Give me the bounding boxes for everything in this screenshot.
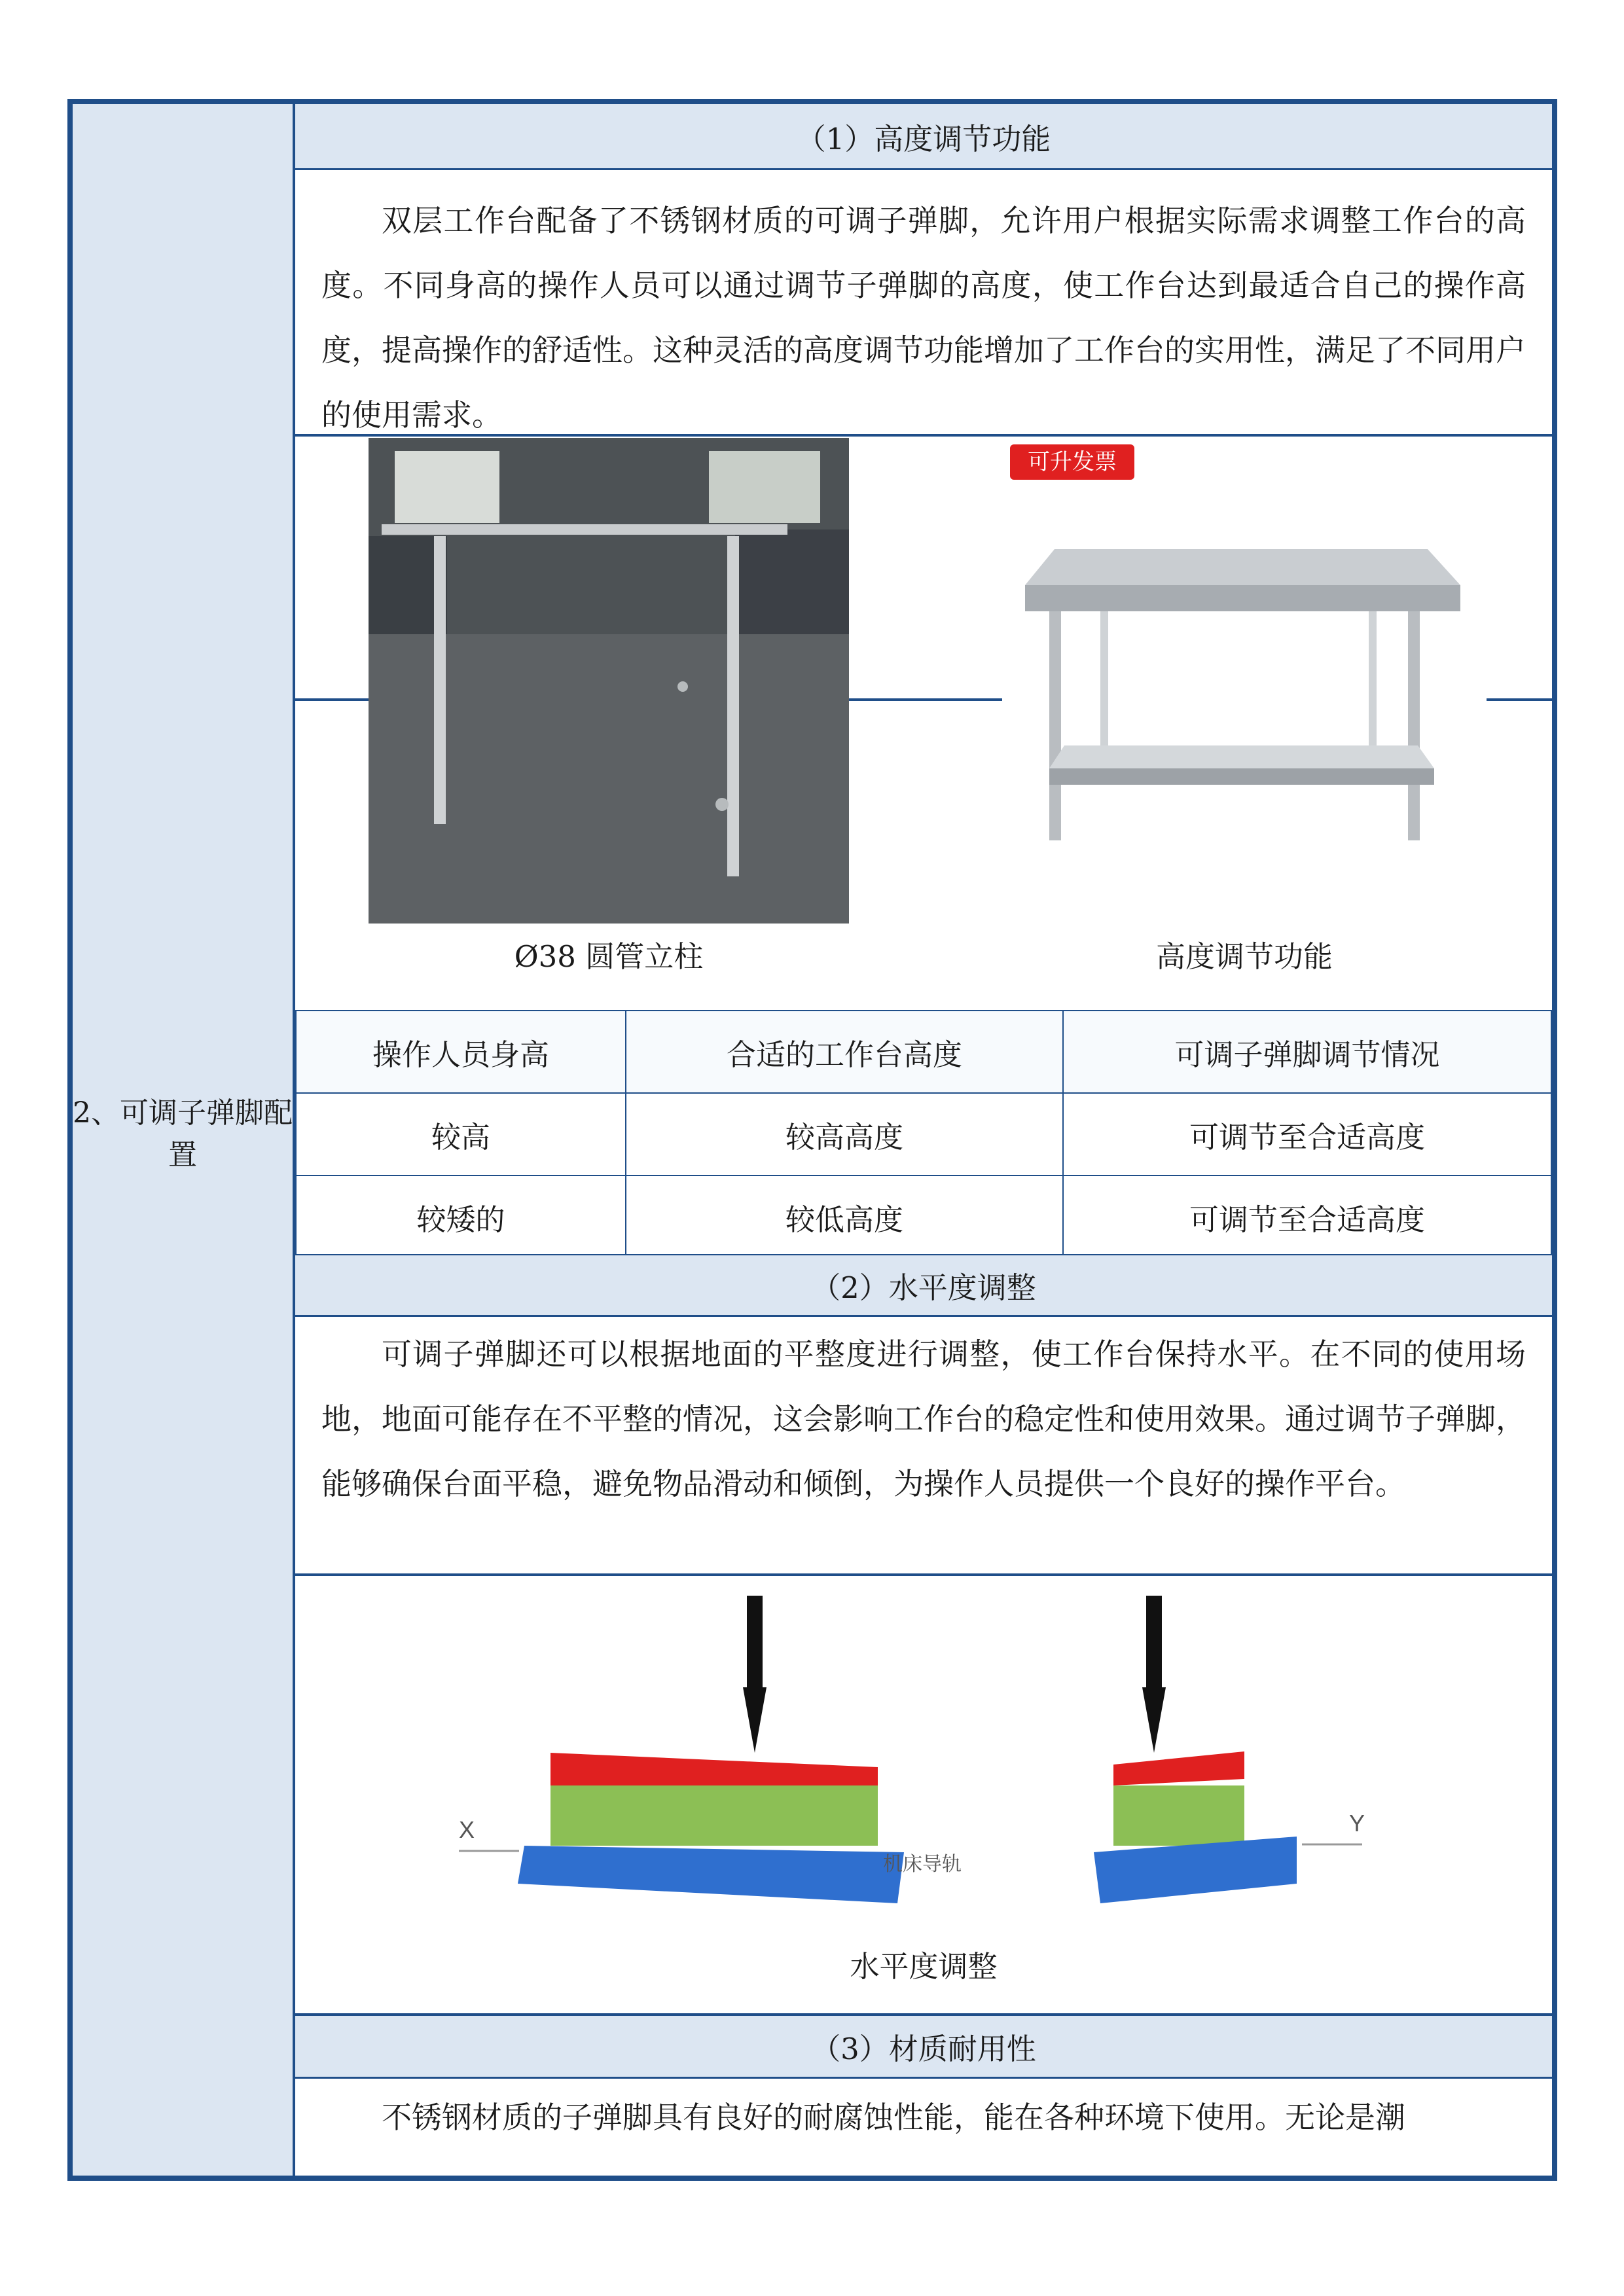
caption-pillar: Ø38 圆管立柱 — [514, 939, 704, 974]
table-cell: 较低高度 — [626, 1175, 1063, 1258]
table-cell: 较高高度 — [626, 1093, 1063, 1175]
table-header-cell: 操作人员身高 — [296, 1011, 626, 1093]
invoice-badge: 可升发票 — [1028, 450, 1117, 475]
section-label-column — [73, 104, 295, 2176]
table-row — [296, 1093, 1551, 1175]
axis-x-label: X — [459, 1816, 475, 1843]
table-cell: 可调节至合适高度 — [1063, 1093, 1551, 1175]
table-cell: 较高 — [296, 1093, 626, 1175]
height-table — [295, 1010, 1552, 1259]
table-cell: 较矮的 — [296, 1175, 626, 1258]
table-header-cell: 可调子弹脚调节情况 — [1063, 1011, 1551, 1093]
caption-leveling: 水平度调整 — [850, 1949, 998, 1984]
rail-label: 机床导轨 — [883, 1854, 962, 1875]
content-column — [295, 104, 1552, 2176]
caption-workbench: 高度调节功能 — [1155, 939, 1333, 974]
table-header-row — [296, 1011, 1551, 1093]
paragraph-leveling: 可调子弹脚还可以根据地面的平整度进行调整，使工作台保持水平。在不同的使用场地，地面可能存在不平整的情况，这会影响工作台的稳定性和使用效果。通过调节子弹脚，能够确保台面平稳，避免物品滑动和倾倒，为操作人员提供一个良好的操作平台。 — [295, 1317, 1552, 1576]
section-label: 2、可调子弹脚配置 — [73, 1096, 293, 1172]
table-cell: 可调节至合适高度 — [1063, 1175, 1551, 1258]
leveling-diagram-row — [295, 1576, 1552, 2016]
leveling-diagram — [446, 1596, 1395, 1923]
image-row-height — [295, 437, 1552, 974]
document-frame — [67, 99, 1557, 2181]
axis-y-label: Y — [1349, 1810, 1365, 1837]
workbench-photo — [1002, 438, 1487, 870]
table-header-cell: 合适的工作台高度 — [626, 1011, 1063, 1093]
pillar-photo — [369, 438, 849, 924]
paragraph-durability: 不锈钢材质的子弹脚具有良好的耐腐蚀性能，能在各种环境下使用。无论是潮 — [382, 2100, 1405, 2135]
heading-durability: （3）材质耐用性 — [295, 2016, 1552, 2079]
heading-leveling: （2）水平度调整 — [295, 1254, 1552, 1317]
heading-height-adjust: （1）高度调节功能 — [295, 104, 1552, 170]
paragraph-height-adjust: 双层工作台配备了不锈钢材质的可调子弹脚，允许用户根据实际需求调整工作台的高度。不同身高的操作人员可以通过调节子弹脚的高度，使工作台达到最适合自己的操作高度，提高操作的舒适性。这种灵活的高度调节功能增加了工作台的实用性，满足了不同用户的使用需求。 — [295, 170, 1552, 437]
table-row — [296, 1175, 1551, 1258]
